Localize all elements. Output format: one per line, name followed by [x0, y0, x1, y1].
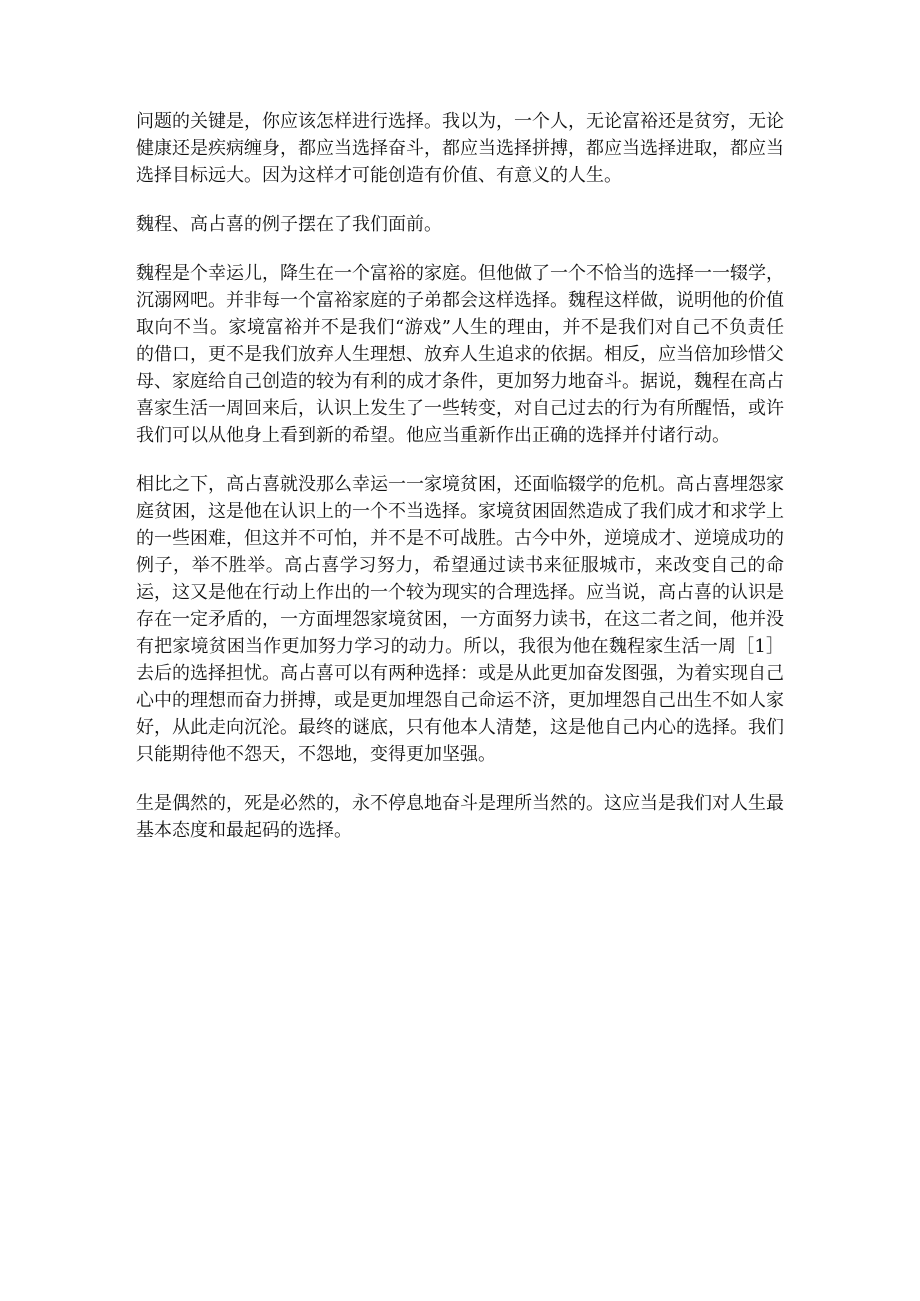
paragraph-1: 问题的关键是，你应该怎样进行选择。我以为，一个人，无论富裕还是贫穷，无论健康还是疾病缠身，都应当选择奋斗，都应当选择拼搏，都应当选择进取，都应当选择目标远大。因为这样才可能创造有价值、有意义的人生。	[136, 111, 784, 186]
document-body	[136, 108, 784, 866]
paragraph-3: 魏程是个幸运儿，降生在一个富裕的家庭。但他做了一个不恰当的选择一一辍学，沉溺网吧。并非每一个富裕家庭的子弟都会这样选择。魏程这样做，说明他的价值取向不当。家境富裕并不是我们“游戏”人生的理由，并不是我们对自己不负责任的借口，更不是我们放弃人生理想、放弃人生追求的依据。相反，应当倍加珍惜父母、家庭给自己创造的较为有利的成才条件，更加努力地奋斗。据说，魏程在高占喜家生活一周回来后，认识上发生了一些转变，对自己过去的行为有所醒悟，或许我们可以从他身上看到新的希望。他应当重新作出正确的选择并付诸行动。	[136, 263, 784, 446]
paragraph-4: 相比之下，高占喜就没那么幸运一一家境贫困，还面临辍学的危机。高占喜埋怨家庭贫困，这是他在认识上的一个不当选择。家境贫困固然造成了我们成才和求学上的一些困难，但这并不可怕，并不是不可战胜。古今中外，逆境成才、逆境成功的例子，举不胜举。高占喜学习努力，希望通过读书来征服城市，来改变自己的命运，这又是他在行动上作出的一个较为现实的合理选择。应当说，高占喜的认识是存在一定矛盾的，一方面埋怨家境贫困，一方面努力读书，在这二者之间，他并没有把家境贫困当作更加努力学习的动力。所以，我很为他在魏程家生活一周［1］去后的选择担忧。高占喜可以有两种选择：或是从此更加奋发图强，为着实现自己心中的理想而奋力拼搏，或是更加埋怨自己命运不济，更加埋怨自己出生不如人家好，从此走向沉沦。最终的谜底，只有他本人清楚，这是他自己内心的选择。我们只能期待他不怨天，不怨地，变得更加坚强。	[136, 474, 784, 765]
paragraph-2: 魏程、高占喜的例子摆在了我们面前。	[136, 214, 442, 235]
paragraph-5: 生是偶然的，死是必然的，永不停息地奋斗是理所当然的。这应当是我们对人生最基本态度和最起码的选择。	[136, 793, 784, 841]
